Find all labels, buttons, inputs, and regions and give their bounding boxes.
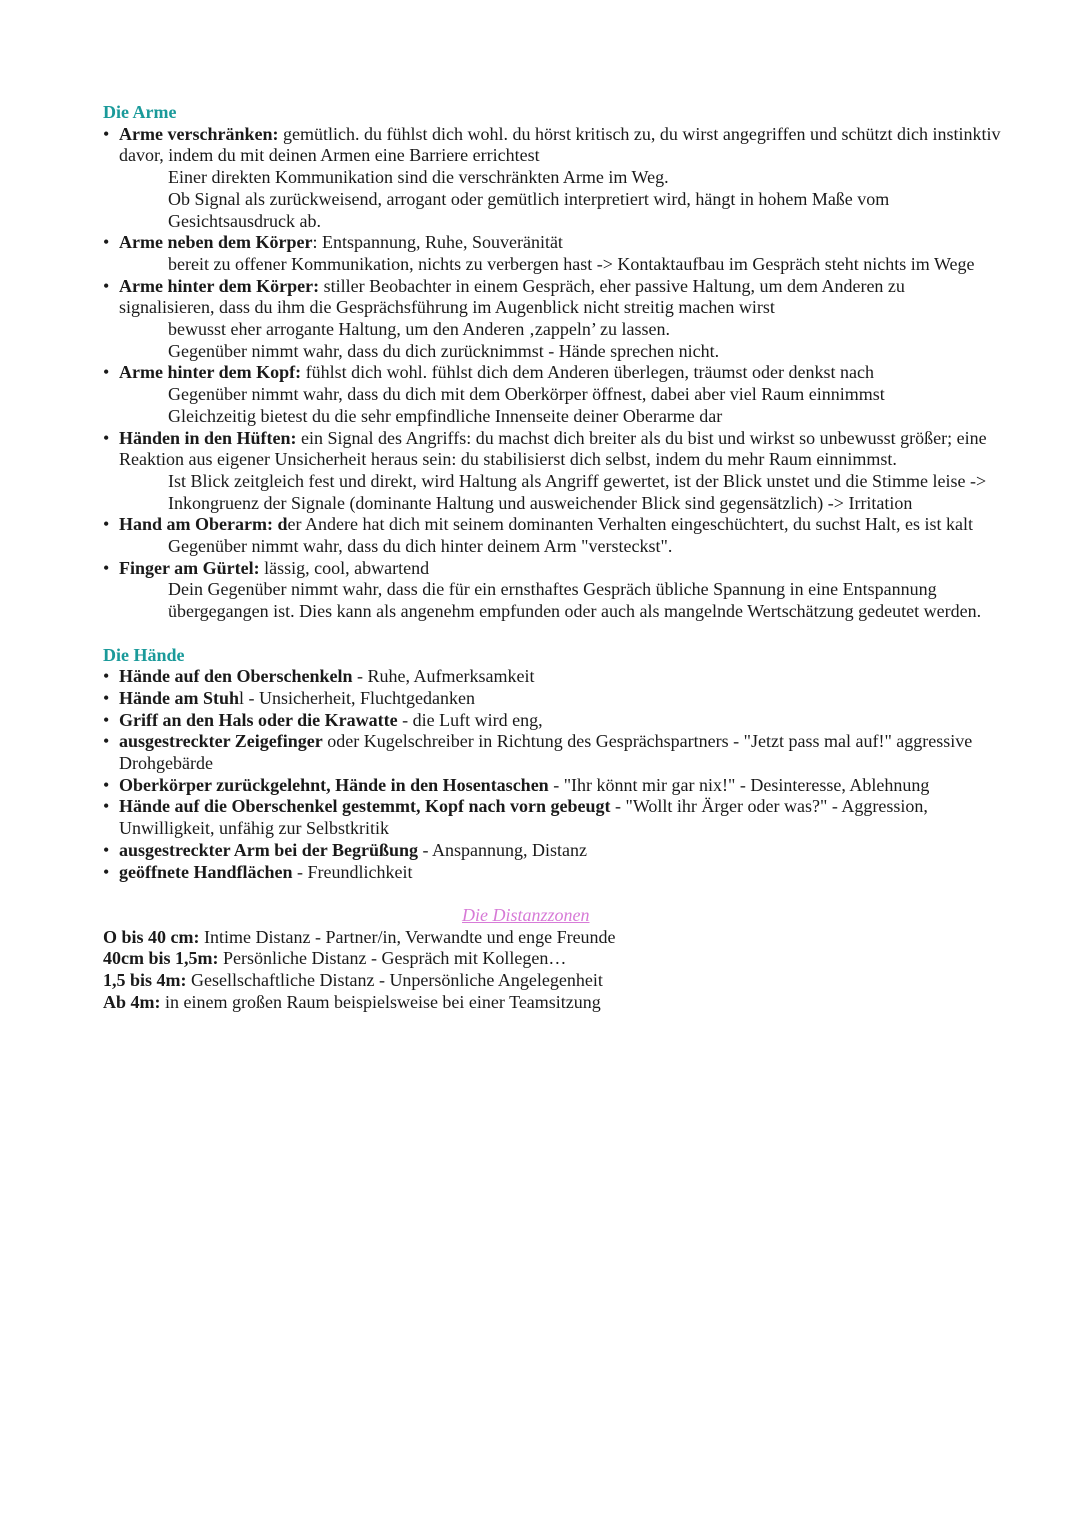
distance-term: O bis 40 cm: [103,926,200,947]
list-item [103,558,1003,580]
distance-text: in einem großen Raum beispielsweise bei einer Teamsitzung [160,991,601,1012]
list-item [103,428,1003,471]
item-text: er Andere hat dich mit seinem dominanten Verhalten eingeschüchtert, du suchst Halt, es ist kalt [287,514,973,535]
bullet-icon: • [103,362,110,383]
distance-line [103,927,1003,949]
item-term: Hände auf die Oberschenkel gestemmt, Kopf nach vorn gebeugt [119,796,611,817]
list-item [103,840,1003,862]
list-item [103,710,1003,732]
list-item [103,514,1003,536]
item-text: stiller Beobachter in einem Gespräch, eher passive Haltung, um dem Anderen zu signalisieren, dass du ihm die Gesprächsführung im Augenblick nicht streitig machen wirst [119,275,905,318]
bullet-icon: • [103,232,110,253]
item-term: Händen in den Hüften: [119,427,297,448]
item-note: Gegenüber nimmt wahr, dass du dich hinter deinem Arm "versteckst". [168,536,673,557]
item-term: Hand am Oberarm: d [119,514,288,535]
item-term: Finger am Gürtel: [119,557,260,578]
item-term: ausgestreckter Zeigefinger [119,731,323,752]
item-text: lässig, cool, abwartend [259,557,430,578]
item-note: Ist Blick zeitgleich fest und direkt, wird Haltung als Angriff gewertet, ist der Blick unstet und die Stimme leise -> Inkongruenz der Signale (dominante Haltung und ausweichender Blick sind gegensätzlich) -> Irritation [168,470,987,513]
list-item [103,862,1003,884]
item-text: fühlst dich wohl. fühlst dich dem Anderen überlegen, träumst oder denkst nach [301,362,875,383]
list-item [103,688,1003,710]
item-text: oder Kugelschreiber in Richtung des Gesprächspartners - "Jetzt pass mal auf!" aggressive Drohgebärde [119,731,973,774]
bullet-icon: • [103,427,110,448]
bullet-icon: • [103,557,110,578]
bullet-icon: • [103,774,110,795]
bullet-icon: • [103,731,110,752]
distanz-title-row [103,905,1003,927]
bullet-icon: • [103,275,110,296]
distance-term: Ab 4m: [103,991,161,1012]
bullet-icon: • [103,123,110,144]
distance-text: Intime Distanz - Partner/in, Verwandte und enge Freunde [199,926,616,947]
item-text: - "Wollt ihr Ärger oder was?" - Aggression, Unwilligkeit, unfähig zur Selbstkritik [119,796,928,839]
item-text: - "Ihr könnt mir gar nix!" - Desinteresse, Ablehnung [548,774,930,795]
item-note: Gegenüber nimmt wahr, dass du dich mit dem Oberkörper öffnest, dabei aber viel Raum einnimmst [168,384,885,405]
item-term: ausgestreckter Arm bei der Begrüßung [119,839,418,860]
spacer [103,623,1003,645]
item-term: Arme verschränken: [119,123,279,144]
bullet-icon: • [103,861,110,882]
distance-term: 40cm bis 1,5m: [103,948,219,969]
item-text: - die Luft wird eng, [397,709,543,730]
bullet-icon: • [103,839,110,860]
item-term: Hände auf den Oberschenkeln [119,666,353,687]
item-text: - Ruhe, Aufmerksamkeit [352,666,535,687]
document-page [103,102,1003,1014]
item-text: gemütlich. du fühlst dich wohl. du hörst kritisch zu, du wirst angegriffen und schützt dich instinktiv davor, indem du mit deinen Armen eine Barriere errichtest [119,123,1001,166]
item-term: Oberkörper zurückgelehnt, Hände in den Hosentaschen [119,774,549,795]
list-item [103,276,1003,319]
bullet-icon: • [103,709,110,730]
item-text: - Freundlichkeit [292,861,413,882]
item-note: Ob Signal als zurückweisend, arrogant oder gemütlich interpretiert wird, hängt in hohem Maße vom Gesichtsausdruck ab. [168,188,890,231]
distance-line [103,948,1003,970]
bullet-icon: • [103,796,110,817]
list-item [103,124,1003,167]
item-text: l - Unsicherheit, Fluchtgedanken [239,687,475,708]
distance-text: Persönliche Distanz - Gespräch mit Kollegen… [218,948,567,969]
bullet-icon: • [103,666,110,687]
item-text: : Entspannung, Ruhe, Souveränität [312,232,563,253]
item-text: - Anspannung, Distanz [418,839,587,860]
item-note: Gleichzeitig bietest du die sehr empfindliche Innenseite deiner Oberarme dar [168,405,723,426]
list-item [103,232,1003,254]
section-heading-arme: Die Arme [103,102,177,122]
item-text: ein Signal des Angriffs: du machst dich breiter als du bist und wirkst so unbewusst größer; eine Reaktion aus eigener Unsicherheit heraus sein: du stabilisierst dich selbst, indem du mehr Raum einnimmst. [119,427,987,470]
spacer [103,883,1003,905]
bullet-icon: • [103,687,110,708]
distance-line [103,970,1003,992]
distance-line [103,992,1003,1014]
list-item [103,796,1003,839]
section-heading-haende: Die Hände [103,644,185,665]
item-term: Hände am Stuh [119,687,240,708]
item-term: Arme hinter dem Kopf: [119,362,302,383]
item-term: geöffnete Handflächen [119,861,293,882]
section-heading-distanzzonen: Die Distanzzonen [462,904,590,925]
item-term: Arme neben dem Körper [119,232,313,253]
list-item [103,362,1003,384]
distance-term: 1,5 bis 4m: [103,970,187,991]
item-note: Gegenüber nimmt wahr, dass du dich zurücknimmst - Hände sprechen nicht. [168,340,720,361]
item-note: Einer direkten Kommunikation sind die verschränkten Arme im Weg. [168,167,669,188]
item-note: Dein Gegenüber nimmt wahr, dass die für ein ernsthaftes Gespräch übliche Spannung in eine Entspannung übergegangen ist. Dies kann als angenehm empfunden oder auch als mangelnde Wertschätzung gedeutet werden. [168,579,982,622]
list-item [103,666,1003,688]
item-term: Griff an den Hals oder die Krawatte [119,709,398,730]
bullet-icon: • [103,514,110,535]
distance-text: Gesellschaftliche Distanz - Unpersönliche Angelegenheit [186,970,603,991]
item-note: bewusst eher arrogante Haltung, um den Anderen ‚zappeln’ zu lassen. [168,319,670,340]
list-item [103,731,1003,774]
list-item [103,775,1003,797]
item-term: Arme hinter dem Körper: [119,275,320,296]
item-note: bereit zu offener Kommunikation, nichts zu verbergen hast -> Kontaktaufbau im Gespräch steht nichts im Wege [168,253,975,274]
